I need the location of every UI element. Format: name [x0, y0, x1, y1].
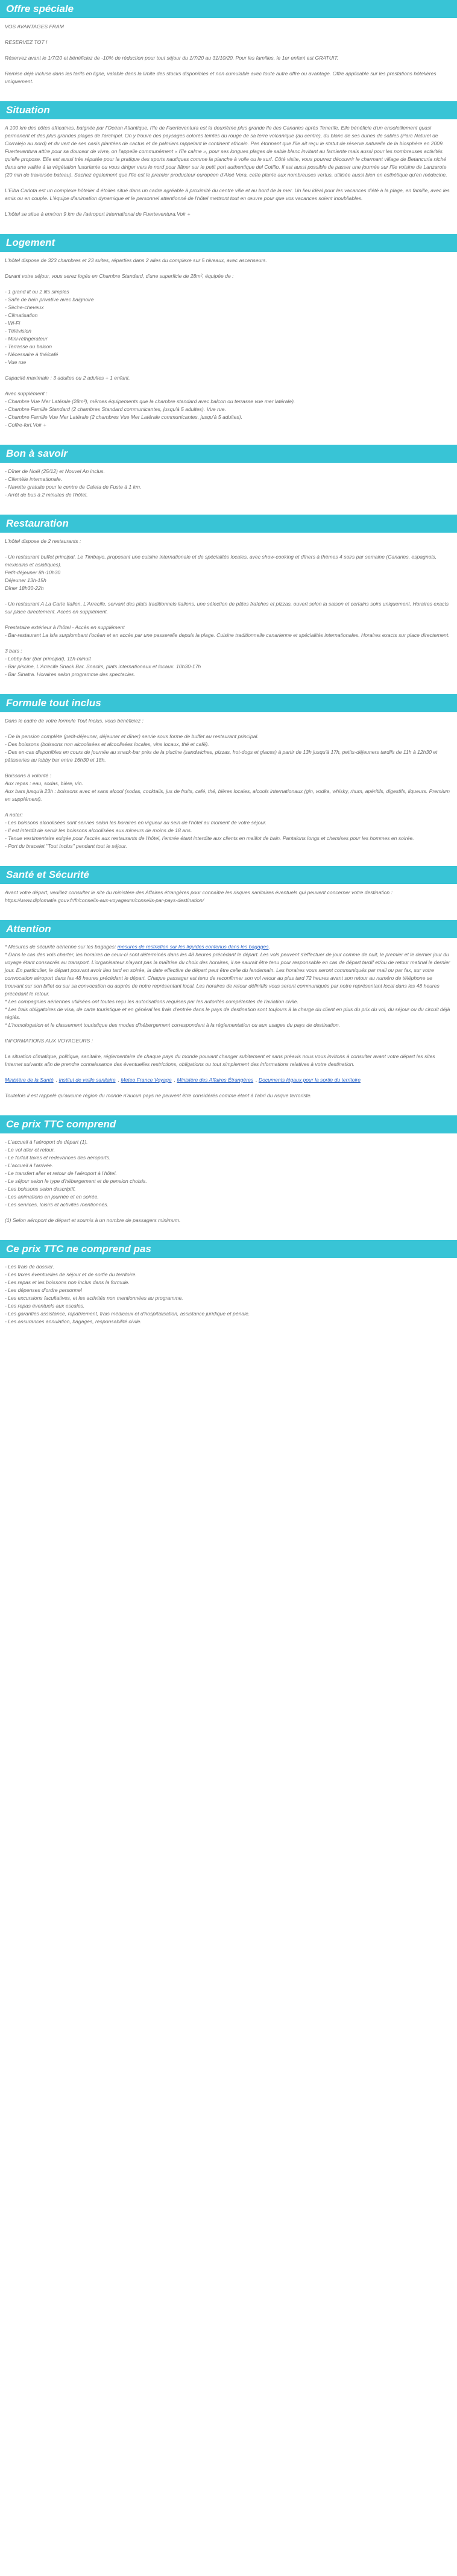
- text-line: - Des boissons (boissons non alcoolisées et alcoolisées locales, vins locaux, thé et café).: [5, 741, 209, 747]
- text-line: - Un restaurant buffet principal, Le Timbayo, proposant une cuisine internationale et de spécialités locales, avec show-cooking et dîners à thèmes 4 soirs par semaine (Canaries, espagnols, mexicains et asiatiques).: [5, 554, 437, 568]
- text-line: L'hôtel dispose de 2 restaurants :: [5, 538, 81, 544]
- text-line: - Chambre Famille Standard (2 chambres Standard communicantes, jusqu'à 5 adultes). Vue rue.: [5, 406, 226, 412]
- spacer: [5, 592, 452, 600]
- text-line: Capacité maximale : 3 adultes ou 2 adultes + 1 enfant.: [5, 375, 130, 381]
- info-link[interactable]: Ministère des Affaires Étrangères: [177, 1077, 254, 1083]
- text-line: - Lobby bar (bar principal), 11h-minuit: [5, 656, 91, 662]
- section-sante: [0, 866, 457, 904]
- info-link[interactable]: Documents légaux pour la sortie du territoire: [258, 1077, 361, 1083]
- text-line: A 100 km des côtes africaines, baignée par l'Océan Atlantique, l'île de Fuerteventura est la deuxième plus grande île des Canaries après Tenerife. Elle bénéficie d'un ensoleillement quasi permanent et des plus grandes plages de l'archipel. On y trouve des paysages colorés teintés du rouge de sa terre volcanique (au centre), du blanc de ses dunes de sables (Parc Naturel de Corralejo au nord) et du vert de ses oasis plantées de cactus et de palmiers rappelant le continent africain. Pas étonnant que l'île ait reçu le statut de réserve naturelle de la biosphère en 2009. Fuerteventura attire pour sa douceur de vivre, on l'appelle communément « l'île calme », pour ses longues plages de sable blanc invitant au farniente mais aussi pour les nombreuses activités qu'elle propose. Elle est aussi très réputée pour la pratique des sports nautiques comme la planche à voile ou le surf. Côté visite, vous pourrez découvrir le charmant village de Betancuria niché dans une vallée à la végétation luxuriante ou vous diriger vers le nord pour flâner sur le petit port authentique del Cotillo. Il est aussi possible de passer une journée sur l'île voisine de Lanzarote (20 min de traversée bateau). Sachez également que l'île est le premier producteur européen d'Aloé Vera, cette plante aux nombreuses vertus, utilisée aussi bien en esthétique qu'en médecine.: [5, 125, 447, 178]
- spacer: [5, 1045, 452, 1053]
- text-line: - Le transfert aller et retour de l'aéroport à l'hôtel.: [5, 1170, 117, 1176]
- section-spacer: [0, 499, 457, 515]
- text-line: Durant votre séjour, vous serez logés en Chambre Standard, d'une superficie de 28m², équipée de :: [5, 273, 234, 279]
- text-line: - Les repas éventuels aux escales.: [5, 1303, 85, 1309]
- info-link[interactable]: Institut de veille sanitaire: [58, 1077, 116, 1083]
- text-line: - Les repas et les boissons non inclus dans la formule.: [5, 1279, 130, 1285]
- text-line: - Les frais de dossier.: [5, 1264, 54, 1270]
- text-line: - Arrêt de bus à 2 minutes de l'hôtel.: [5, 492, 88, 498]
- text-line: Avec supplément :: [5, 390, 48, 396]
- spacer: [5, 280, 452, 288]
- text-line: - Clientèle internationale.: [5, 476, 63, 482]
- section-spacer: [0, 904, 457, 920]
- section-body: [0, 1263, 457, 1326]
- section-offre: [0, 0, 457, 86]
- spacer: [5, 382, 452, 390]
- spacer: [5, 202, 452, 210]
- text-line: Remise déjà incluse dans les tarifs en ligne, valable dans la limite des stocks disponibles et non cumulable avec toute autre offre ou avantage. Offre applicable sur les prestations hôtelières uniquement.: [5, 71, 437, 84]
- text-line: - Wi-Fi: [5, 320, 20, 326]
- spacer: [5, 725, 452, 733]
- section-title: Attention: [0, 920, 457, 938]
- spacer: [5, 31, 452, 39]
- text-line: - Terrasse ou balcon: [5, 343, 52, 349]
- text-line: - Mini-réfrigérateur: [5, 336, 48, 342]
- spacer: [5, 1068, 452, 1076]
- text-line: - Climatisation: [5, 312, 38, 318]
- section-spacer: [0, 218, 457, 234]
- text-line: - Sèche-cheveux: [5, 304, 44, 310]
- text-line: - Port du bracelet "Tout Inclus" pendant tout le séjour.: [5, 843, 127, 849]
- text-line: 3 bars :: [5, 648, 22, 654]
- text-line: L'hôtel se situe à environ 9 km de l'aéroport international de Fuerteventura.Voir +: [5, 211, 191, 217]
- section-body: [0, 717, 457, 850]
- section-title: Situation: [0, 101, 457, 119]
- text-line: - Les animations en journée et en soirée.: [5, 1194, 99, 1200]
- text-line: - Le séjour selon le type d'hébergement et de pension choisis.: [5, 1178, 147, 1184]
- text-line: - Les taxes éventuelles de séjour et de sortie du territoire.: [5, 1271, 137, 1277]
- text-line: Prestataire extérieur à l'hôtel - Accès en supplément: [5, 624, 125, 630]
- text-line: * Dans le cas des vols charter, les horaires de ceux-ci sont déterminés dans les 48 heures précédant le départ. Les vols peuvent s'effectuer de jour comme de nuit, le premier et le dernier jour du voyage étant consacrés au transport. L'organisateur n'ayant pas la maîtrise du choix des horaires, il ne saurait être tenu pour responsable en cas de départ tardif et/ou de retour matinal le dernier jour. En particulier, le départ pouvant avoir lieu tard en soirée, la date effective de départ peut être celle du lendemain. Les horaires vous seront communiqués par mail ou par fax, sur votre convocation aéroport dans les 48 heures précédant le départ. Chaque passager est tenu de reconfirmer son vol retour au plus tard 72 heures avant son retour au numéro de téléphone se trouvant sur son billet ou sur sa convocation ou auprès de notre représentant local. Les horaires de retour définitifs vous seront communiqués par notre représentant local dans les 48 heures précédant le retour.: [5, 951, 450, 997]
- text-line: - Le vol aller et retour.: [5, 1147, 55, 1153]
- link-liquids-restrictions[interactable]: mesures de restriction sur les liquides contenus dans les bagages: [117, 944, 269, 950]
- section-body: [0, 124, 457, 218]
- info-link[interactable]: Ministère de la Santé: [5, 1077, 54, 1083]
- text-line: - Les dépenses d'ordre personnel: [5, 1287, 82, 1293]
- text-line: - Chambre Famille Vue Mer Latérale (2 chambres Vue Mer Latérale communicantes, jusqu'à 5 adultes).: [5, 414, 242, 420]
- text-line: - Salle de bain privative avec baignoire: [5, 296, 94, 302]
- text-line: Réservez avant le 1/7/20 et bénéficiez de -10% de réduction pour tout séjour du 1/7/20 au 31/10/20. Pour les familles, le 1er enfant est GRATUIT.: [5, 55, 339, 61]
- text-line: - De la pension complète (petit-déjeuner, déjeuner et dîner) servie sous forme de buffet au restaurant principal.: [5, 733, 259, 739]
- text-line: - L'accueil à l'arrivée.: [5, 1162, 54, 1168]
- section-necomprend: [0, 1240, 457, 1326]
- section-body: [0, 468, 457, 499]
- spacer: [5, 1209, 452, 1217]
- info-links: Ministère de la Santé , Institut de veille sanitaire , Meteo France Voyage , Ministère des Affaires Étrangères , Documents légaux pour la sortie du territoire: [5, 1077, 361, 1083]
- section-body: [0, 537, 457, 678]
- text-line: - Bar-restaurant La Isla surplombant l'océan et en accès par une passerelle depuis la plage. Cuisine traditionnelle canarienne et spécialités internationales. Horaires exacts sur place directement.: [5, 632, 450, 638]
- spacer: [5, 639, 452, 647]
- spacer: [5, 265, 452, 272]
- section-title: Bon à savoir: [0, 445, 457, 463]
- text-line: RESERVEZ TOT !: [5, 39, 48, 45]
- text-line: L'Elba Carlota est un complexe hôtelier 4 étoiles situé dans un cadre agréable à proximité du centre ville et au bord de la mer. Un lieu idéal pour les vacances d'été à la plage, en famille, avec les amis ou en couple. L'équipe d'animation dynamique et le personnel attentionné de l'hôtel mettront tout en œuvre pour que vos vacances soient inoubliables.: [5, 187, 450, 201]
- section-body: [0, 943, 457, 1100]
- text-line: Dîner 18h30-22h: [5, 585, 44, 591]
- section-body: [0, 1138, 457, 1224]
- text-line: - Vue rue: [5, 359, 27, 365]
- spacer: [5, 803, 452, 811]
- section-title: Santé et Sécurité: [0, 866, 457, 884]
- spacer: [5, 179, 452, 187]
- section-title: Offre spéciale: [0, 0, 457, 18]
- section-title: Ce prix TTC ne comprend pas: [0, 1240, 457, 1258]
- section-body: [0, 257, 457, 429]
- section-spacer: [0, 850, 457, 866]
- section-title: Formule tout inclus: [0, 694, 457, 712]
- text-line: - Le forfait taxes et redevances des aéroports.: [5, 1155, 111, 1161]
- section-title: Logement: [0, 234, 457, 252]
- section-formule: [0, 694, 457, 850]
- section-bonasavoir: [0, 445, 457, 499]
- section-spacer: [0, 1224, 457, 1240]
- text-line: * Les compagnies aériennes utilisées ont toutes reçu les autorisations requises par les autorités compétentes de l'aviation civile.: [5, 998, 298, 1004]
- text-line: L'hôtel dispose de 323 chambres et 23 suites, réparties dans 2 ailes du complexe sur 5 niveaux, avec ascenseurs.: [5, 257, 267, 263]
- text-line: Déjeuner 13h-15h: [5, 577, 46, 583]
- text-line: - Tenue vestimentaire exigée pour l'accès aux restaurants de l'hôtel, l'entrée étant interdite aux clients en maillot de bain. Pantalons longs et chemises pour les hommes en soirée.: [5, 835, 414, 841]
- text-line: Petit-déjeuner 8h-10h30: [5, 569, 61, 575]
- text-line: - Les garanties assistance, rapatriement, frais médicaux et d'hospitalisation, assistance juridique et pénale.: [5, 1311, 250, 1317]
- text-line: - Un restaurant A La Carte Italien, L'Arrecife, servant des plats traditionnels italiens, une sélection de pâtes fraîches et pizzas, ouvert selon la saison et certains soirs uniquement. Horaires exacts sur place directement. Accès en supplément.: [5, 601, 449, 615]
- text-line: VOS AVANTAGES FRAM: [5, 24, 64, 30]
- text-line: Aux repas : eau, sodas, bière, vin.: [5, 780, 83, 786]
- section-spacer: [0, 1100, 457, 1115]
- section-comprend: [0, 1115, 457, 1224]
- text-line: - Les assurances annulation, bagages, responsabilité civile.: [5, 1318, 142, 1324]
- text-line: A noter:: [5, 812, 23, 818]
- section-situation: [0, 101, 457, 218]
- spacer: [5, 46, 452, 54]
- spacer: [5, 545, 452, 553]
- text-line: * Les frais obligatoires de visa, de carte touristique et en général les frais d'entrée dans le pays de destination sont toujours à la charge du client en plus du prix du vol, du séjour ou du circuit déjà réglés.: [5, 1006, 450, 1020]
- text-line: - Navette gratuite pour le centre de Caleta de Fuste à 1 km.: [5, 484, 142, 490]
- text-line: Toutefois il est rappelé qu'aucune région du monde n'aucun pays ne peuvent être considérés comme étant à l'abri du risque terroriste.: [5, 1092, 312, 1098]
- text-line: Dans le cadre de votre formule Tout Inclus, vous bénéficiez :: [5, 718, 143, 724]
- spacer: [5, 1084, 452, 1092]
- section-body: [0, 889, 457, 904]
- text-line: - Dîner de Noël (25/12) et Nouvel An inclus.: [5, 468, 105, 474]
- text-line: * L'homologation et le classement touristique des modes d'hébergement correspondent à la réglementation ou aux usages du pays de destination.: [5, 1022, 341, 1028]
- spacer: [5, 366, 452, 374]
- text: .: [268, 944, 270, 950]
- text-line: - Coffre-fort.Voir +: [5, 422, 46, 428]
- text-line: - Les excursions facultatives, et les activités non mentionnées au programme.: [5, 1295, 183, 1301]
- section-spacer: [0, 86, 457, 101]
- text-line: - Les boissons alcoolisées sont servies selon les horaires en vigueur au sein de l'hôtel au moment de votre séjour.: [5, 819, 267, 826]
- text-line: Aux bars jusqu'à 23h : boissons avec et sans alcool (sodas, cocktails, jus de fruits, café, thé, bières locales, alcools internationaux (gin, vodka, whisky, rhum, apéritifs, digestifs, liqueurs. Premium en supplément).: [5, 788, 450, 802]
- text-line: - Les services, loisirs et activités mentionnés.: [5, 1202, 109, 1208]
- text: * Mesures de sécurité aérienne sur les bagages:: [5, 944, 118, 950]
- section-title: Restauration: [0, 515, 457, 533]
- info-link[interactable]: Meteo France Voyage: [121, 1077, 172, 1083]
- text-line: - Il est interdit de servir les boissons alcoolisées aux mineurs de moins de 18 ans.: [5, 827, 192, 833]
- text-line: INFORMATIONS AUX VOYAGEURS :: [5, 1038, 93, 1044]
- section-spacer: [0, 678, 457, 694]
- text-line: (1) Selon aéroport de départ et soumis à un nombre de passagers minimum.: [5, 1217, 181, 1223]
- text-line: - Bar piscine, L'Arrecife Snack Bar. Snacks, plats internationaux et locaux. 10h30-17h: [5, 663, 201, 669]
- text-line: La situation climatique, politique, sanitaire, réglementaire de chaque pays du monde pouvant changer subitement et sans préavis nous vous invitons à consulter avant votre départ les sites Internet suivants afin de prendre connaissance des éventuelles restrictions, obligations ou tout simplement des informations relatives à votre destination.: [5, 1053, 435, 1067]
- text-line: - L'accueil à l'aéroport de départ (1).: [5, 1139, 88, 1145]
- section-title: Ce prix TTC comprend: [0, 1115, 457, 1133]
- text-line: - Télévision: [5, 328, 31, 334]
- section-attention: [0, 920, 457, 1100]
- paragraph: [5, 943, 452, 951]
- spacer: [5, 616, 452, 624]
- text-line: Boissons à volonté :: [5, 772, 51, 779]
- spacer: [5, 764, 452, 772]
- section-spacer: [0, 429, 457, 445]
- text-line: - Les boissons selon descriptif.: [5, 1186, 76, 1192]
- spacer: [5, 62, 452, 70]
- section-logement: [0, 234, 457, 429]
- spacer: [5, 1029, 452, 1037]
- text-line: Avant votre départ, veuillez consulter le site du ministère des Affaires étrangères pour connaître les risques sanitaires éventuels qui peuvent concerner votre destination : https://www.diplomatie.gouv.fr/fr/conseils-aux-voyageurs/conseils-par-pays-destination/: [5, 889, 392, 903]
- text-line: - 1 grand lit ou 2 lits simples: [5, 289, 69, 295]
- text-line: - Chambre Vue Mer Latérale (28m²), mêmes équipements que la chambre standard avec balcon ou terrasse vue mer latérale).: [5, 398, 295, 404]
- section-body: [0, 23, 457, 86]
- text-line: - Bar Sinatra. Horaires selon programme des spectacles.: [5, 671, 136, 677]
- text-line: - Des en-cas disponibles en cours de journée au snack-bar près de la piscine (sandwiches, pizzas, hot-dogs et glaces) à partir de 13h jusqu'à 17h, petits-déjeuners tardifs de 11h à 12h30 et pâtisseries au lobby bar entre 16h30 et 18h.: [5, 749, 438, 763]
- section-restauration: [0, 515, 457, 678]
- text-line: - Nécessaire à thé/café: [5, 351, 58, 357]
